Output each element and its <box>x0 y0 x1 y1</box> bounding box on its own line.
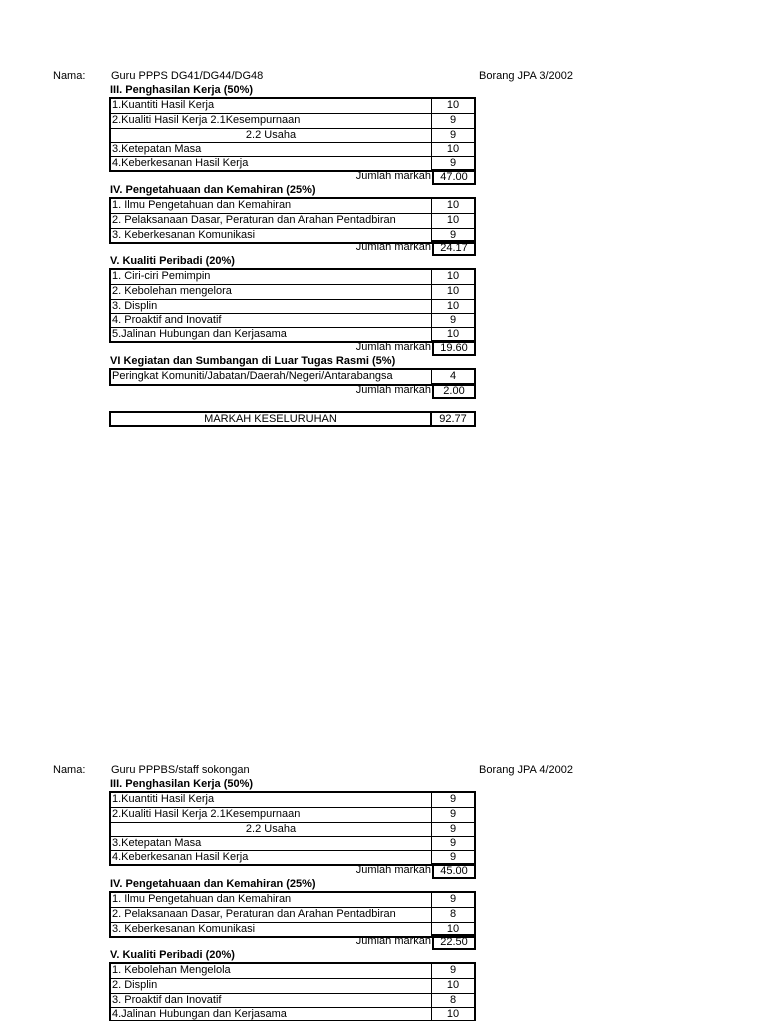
score-table-kualiti-peribadi <box>109 268 476 343</box>
grand-total-score: 92.77 <box>430 413 474 425</box>
criteria-score: 9 <box>431 823 474 836</box>
score-table-kualiti-peribadi <box>109 962 476 1021</box>
table-row <box>111 893 474 907</box>
criteria-label: 2. Pelaksanaan Dasar, Peraturan dan Arahan Pentadbiran <box>112 908 396 921</box>
table-row <box>111 1007 474 1021</box>
criteria-score: 10 <box>431 143 474 156</box>
criteria-label: 4. Proaktif and Inovatif <box>112 313 222 326</box>
criteria-score: 10 <box>431 300 474 313</box>
criteria-score: 9 <box>431 893 474 907</box>
criteria-score: 9 <box>431 808 474 821</box>
criteria-score: 9 <box>431 793 474 807</box>
criteria-label: 4.Keberkesanan Hasil Kerja <box>112 851 249 864</box>
table-row <box>111 964 474 978</box>
nama-value: Guru PPPS DG41/DG44/DG48 <box>111 70 264 82</box>
criteria-label: 4.Keberkesanan Hasil Kerja <box>112 157 249 170</box>
total-score-penghasilan: 47.00 <box>432 169 476 185</box>
criteria-label: 3. Displin <box>112 299 158 312</box>
table-row <box>111 978 474 992</box>
table-row <box>111 99 474 113</box>
total-score-kegiatan: 2.00 <box>432 383 476 399</box>
nama-label: Nama: <box>53 764 86 776</box>
total-label: Jumlah markah <box>355 341 431 353</box>
table-row <box>111 270 474 284</box>
table-row <box>111 907 474 921</box>
total-label: Jumlah markah <box>355 384 431 396</box>
criteria-score: 10 <box>431 923 474 936</box>
criteria-label: 3. Proaktif dan Inovatif <box>112 993 222 1006</box>
criteria-label: 4.Jalinan Hubungan dan Kerjasama <box>112 1007 287 1020</box>
criteria-label: 1. Ciri-ciri Pemimpin <box>112 270 211 282</box>
total-label: Jumlah markah <box>355 170 431 182</box>
nama-value: Guru PPPBS/staff sokongan <box>111 764 250 776</box>
criteria-score: 9 <box>431 157 474 170</box>
section-title-kualiti-peribadi: V. Kualiti Peribadi (20%) <box>110 255 235 267</box>
criteria-score: 10 <box>431 979 474 992</box>
criteria-score: 10 <box>431 285 474 298</box>
criteria-score: 9 <box>431 314 474 327</box>
total-score-penghasilan: 45.00 <box>432 863 476 879</box>
table-row <box>111 807 474 821</box>
criteria-label: 1.Kuantiti Hasil Kerja <box>112 99 215 111</box>
criteria-score: 8 <box>431 908 474 921</box>
table-row <box>111 113 474 127</box>
table-row <box>111 993 474 1007</box>
criteria-score: 10 <box>431 270 474 284</box>
table-row <box>111 213 474 227</box>
section-title-pengetahuan: IV. Pengetahuaan dan Kemahiran (25%) <box>110 878 316 890</box>
criteria-label: 5.Jalinan Hubungan dan Kerjasama <box>112 328 287 341</box>
criteria-label: 2. Displin <box>112 979 158 992</box>
score-table-penghasilan <box>109 791 476 866</box>
criteria-label: 1.Kuantiti Hasil Kerja <box>112 793 215 805</box>
table-row <box>111 313 474 327</box>
table-row <box>111 822 474 836</box>
criteria-score: 9 <box>431 964 474 978</box>
criteria-label: 1. Ilmu Pengetahuan dan Kemahiran <box>112 199 292 211</box>
borang-code: Borang JPA 3/2002 <box>479 70 573 82</box>
total-label: Jumlah markah <box>355 864 431 876</box>
criteria-label: 3. Keberkesanan Komunikasi <box>112 228 256 241</box>
criteria-label: 1. Ilmu Pengetahuan dan Kemahiran <box>112 893 292 905</box>
criteria-label: 2.2 Usaha <box>245 128 297 141</box>
table-row <box>111 793 474 807</box>
table-row <box>111 299 474 313</box>
table-row <box>111 284 474 298</box>
criteria-score: 10 <box>431 1008 474 1020</box>
criteria-score: 10 <box>431 199 474 213</box>
score-table-penghasilan <box>109 97 476 172</box>
section-title-penghasilan: III. Penghasilan Kerja (50%) <box>110 84 254 96</box>
criteria-label: 1. Kebolehan Mengelola <box>112 964 231 976</box>
criteria-score: 9 <box>431 129 474 142</box>
score-table-pengetahuan <box>109 891 476 938</box>
grand-total-label: MARKAH KESELURUHAN <box>204 413 337 425</box>
criteria-score: 9 <box>431 114 474 127</box>
grand-total-row <box>109 411 476 427</box>
total-score-pengetahuan: 24.17 <box>432 240 476 256</box>
criteria-label: Peringkat Komuniti/Jabatan/Daerah/Negeri/Antarabangsa <box>112 370 393 382</box>
criteria-score: 4 <box>431 370 474 384</box>
table-row <box>111 142 474 156</box>
score-table-pengetahuan <box>109 197 476 244</box>
table-row <box>111 836 474 850</box>
criteria-score: 9 <box>431 229 474 242</box>
table-row <box>111 199 474 213</box>
criteria-label: 2. Pelaksanaan Dasar, Peraturan dan Arahan Pentadbiran <box>112 214 396 227</box>
total-score-pengetahuan: 22.50 <box>432 934 476 950</box>
criteria-score: 8 <box>431 994 474 1007</box>
section-title-kualiti-peribadi: V. Kualiti Peribadi (20%) <box>110 949 235 961</box>
criteria-score: 9 <box>431 837 474 850</box>
criteria-label: 2. Kebolehan mengelora <box>112 285 232 298</box>
criteria-score: 10 <box>431 214 474 227</box>
criteria-score: 9 <box>431 851 474 864</box>
table-row <box>111 128 474 142</box>
total-label: Jumlah markah <box>355 241 431 253</box>
criteria-label: 3.Ketepatan Masa <box>112 836 202 849</box>
section-title-penghasilan: III. Penghasilan Kerja (50%) <box>110 778 254 790</box>
nama-label: Nama: <box>53 70 86 82</box>
criteria-label: 2.2 Usaha <box>245 822 297 835</box>
section-title-pengetahuan: IV. Pengetahuaan dan Kemahiran (25%) <box>110 184 316 196</box>
criteria-label: 3.Ketepatan Masa <box>112 142 202 155</box>
total-score-kualiti-peribadi: 19.60 <box>432 340 476 356</box>
criteria-score: 10 <box>431 99 474 113</box>
section-title-kegiatan: VI Kegiatan dan Sumbangan di Luar Tugas Rasmi (5%) <box>110 355 396 367</box>
criteria-label: 2.Kualiti Hasil Kerja 2.1Kesempurnaan <box>112 114 301 127</box>
criteria-score: 10 <box>431 328 474 341</box>
total-label: Jumlah markah <box>355 935 431 947</box>
criteria-label: 3. Keberkesanan Komunikasi <box>112 922 256 935</box>
borang-code: Borang JPA 4/2002 <box>479 764 573 776</box>
criteria-label: 2.Kualiti Hasil Kerja 2.1Kesempurnaan <box>112 808 301 821</box>
